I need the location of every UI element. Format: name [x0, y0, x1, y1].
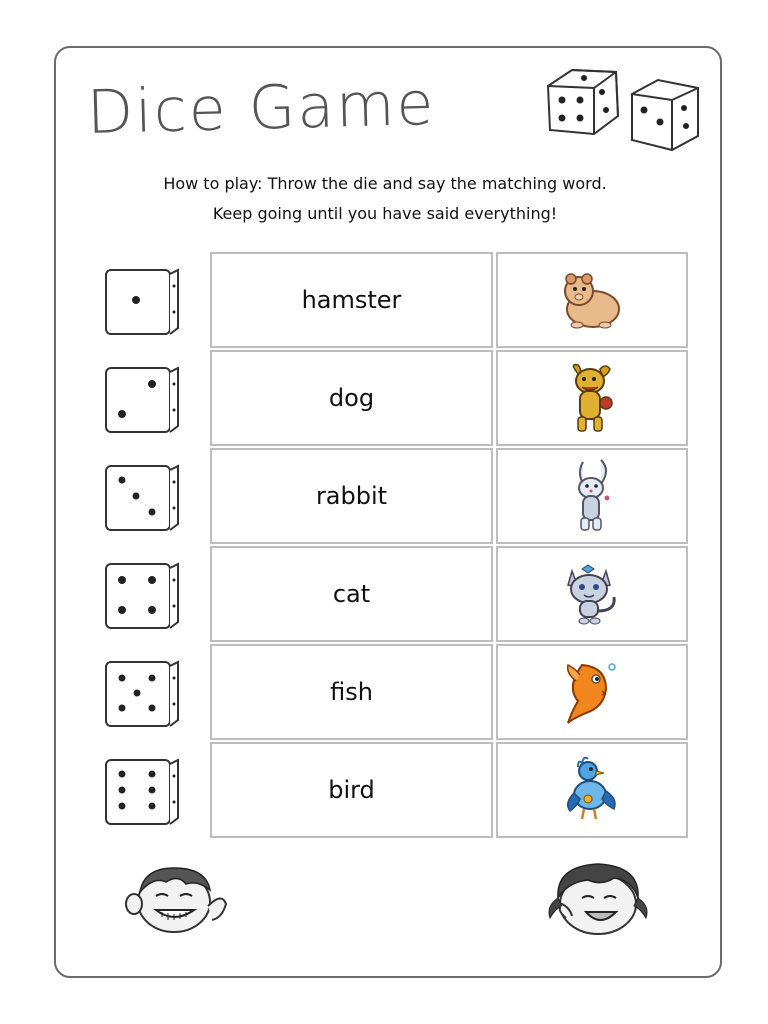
instructions-line-2: Keep going until you have said everything!: [212, 204, 558, 223]
die-four-icon: [104, 560, 180, 632]
picture-cell: [496, 350, 688, 446]
word-cell: bird: [210, 742, 493, 838]
instructions-line-1: How to play: Throw the die and say the matching word.: [163, 174, 607, 193]
picture-cell: [496, 252, 688, 348]
laughing-boy-icon: [122, 862, 232, 938]
dice-pair-icon: [538, 64, 706, 156]
picture-cell: [496, 742, 688, 838]
picture-cell: [496, 448, 688, 544]
die-two-icon: [104, 364, 180, 436]
picture-cell: [496, 644, 688, 740]
bird-icon: [562, 755, 622, 825]
die-five-icon: [104, 658, 180, 730]
word-cell: rabbit: [210, 448, 493, 544]
smiling-girl-icon: [540, 858, 652, 938]
rabbit-icon: [567, 458, 617, 534]
die-three-icon: [104, 462, 180, 534]
word-cell: fish: [210, 644, 493, 740]
die-one-icon: [104, 266, 180, 338]
word-cell: dog: [210, 350, 493, 446]
word-cell: cat: [210, 546, 493, 642]
picture-cell: [496, 546, 688, 642]
fish-icon: [562, 657, 622, 727]
cat-icon: [560, 561, 624, 627]
word-cell: hamster: [210, 252, 493, 348]
dog-icon: [562, 361, 622, 435]
die-six-icon: [104, 756, 180, 828]
hamster-icon: [557, 265, 627, 335]
page-title: Dice Game: [86, 68, 437, 148]
